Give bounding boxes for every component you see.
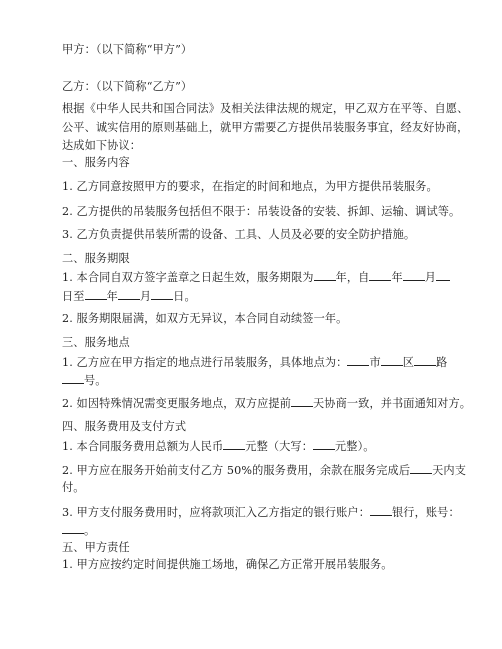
text: 天内支 bbox=[432, 464, 466, 477]
blank-start-month[interactable] bbox=[403, 270, 425, 281]
preamble-line-3: 达成如下协议： bbox=[62, 139, 142, 152]
section-4-item-3-line-2 bbox=[62, 523, 95, 538]
section-1-item-2: 2. 乙方提供的吊装服务包括但不限于：吊装设备的安装、拆卸、运输、调试等。 bbox=[62, 205, 461, 218]
section-5-item-1: 1. 甲方应按约定时间提供施工场地，确保乙方正常开展吊装服务。 bbox=[62, 558, 393, 571]
section-4-item-2-line-2: 付。 bbox=[62, 481, 85, 494]
blank-number[interactable] bbox=[62, 373, 84, 384]
section-3-item-1-line-1 bbox=[62, 355, 447, 370]
section-1-item-1: 1. 乙方同意按照甲方的要求，在指定的时间和地点，为甲方提供吊装服务。 bbox=[62, 180, 438, 193]
text: 年 bbox=[106, 290, 118, 303]
text: 天协商一致，并书面通知对方。 bbox=[313, 397, 472, 410]
section-4-item-2-line-1 bbox=[62, 463, 466, 478]
text: 3. 甲方支付服务费用时，应将款项汇入乙方指定的银行账户： bbox=[62, 506, 371, 519]
blank-start-year[interactable] bbox=[369, 270, 391, 281]
blank-end-month[interactable] bbox=[118, 289, 140, 300]
blank-notice-days[interactable] bbox=[291, 396, 313, 407]
text: 年 bbox=[391, 271, 403, 284]
blank-end-year[interactable] bbox=[85, 289, 107, 300]
blank-balance-days[interactable] bbox=[410, 463, 432, 474]
preamble-line-2: 公平、诚实信用的原则基础上，就甲方需要乙方提供吊装服务事宜，经友好协商， bbox=[62, 121, 469, 134]
text: 元整）。 bbox=[335, 440, 375, 453]
section-3-item-2 bbox=[62, 396, 471, 411]
text: 日。 bbox=[173, 290, 196, 303]
text: 1. 本合同自双方签字盖章之日起生效，服务期限为 bbox=[62, 271, 314, 284]
section-4-heading: 四、服务费用及支付方式 bbox=[62, 420, 187, 433]
text: 月 bbox=[139, 290, 152, 303]
party-a-line: 甲方：（以下简称“甲方”） bbox=[62, 43, 193, 56]
blank-district[interactable] bbox=[381, 355, 403, 366]
blank-start-day[interactable] bbox=[436, 270, 450, 281]
text: 2. 如因特殊情况需变更服务地点，双方应提前 bbox=[62, 397, 291, 410]
section-2-item-1-line-1 bbox=[62, 270, 450, 285]
blank-end-day[interactable] bbox=[151, 289, 173, 300]
blank-bank[interactable] bbox=[370, 505, 392, 516]
text: 号。 bbox=[84, 374, 107, 387]
text: 元整（大写： bbox=[245, 440, 314, 453]
blank-years[interactable] bbox=[314, 270, 336, 281]
section-3-item-1-line-2 bbox=[62, 373, 107, 388]
text: 市 bbox=[369, 356, 381, 369]
section-2-item-1-line-2 bbox=[62, 289, 196, 304]
text: 区 bbox=[402, 356, 415, 369]
text: 1. 本合同服务费用总额为人民币 bbox=[62, 440, 224, 453]
text: 。 bbox=[84, 524, 96, 537]
section-2-item-2: 2. 服务期限届满，如双方无异议，本合同自动续签一年。 bbox=[62, 312, 348, 325]
blank-amount-words[interactable] bbox=[313, 439, 335, 450]
text: 年，自 bbox=[335, 271, 370, 284]
blank-road[interactable] bbox=[414, 355, 436, 366]
preamble-line-1: 根据《中华人民共和国合同法》及相关法律法规的规定，甲乙双方在平等、自愿、 bbox=[62, 102, 469, 115]
section-4-item-1 bbox=[62, 439, 375, 454]
section-5-heading: 五、甲方责任 bbox=[62, 541, 130, 554]
text: 2. 甲方应在服务开始前支付乙方 50%的服务费用，余款在服务完成后 bbox=[62, 464, 411, 477]
section-1-heading: 一、服务内容 bbox=[62, 156, 130, 169]
section-1-item-3: 3. 乙方负责提供吊装所需的设备、工具、人员及必要的安全防护措施。 bbox=[62, 228, 416, 241]
blank-account[interactable] bbox=[62, 523, 84, 534]
blank-amount[interactable] bbox=[223, 439, 245, 450]
section-4-item-3-line-1 bbox=[62, 505, 460, 520]
section-2-heading: 二、服务期限 bbox=[62, 252, 130, 265]
text: 月 bbox=[424, 271, 437, 284]
text: 银行，账号： bbox=[392, 506, 460, 519]
party-b-line: 乙方：（以下简称“乙方”） bbox=[62, 80, 193, 93]
text: 路 bbox=[436, 356, 448, 369]
text: 日至 bbox=[62, 290, 85, 303]
blank-city[interactable] bbox=[347, 355, 369, 366]
section-3-heading: 三、服务地点 bbox=[62, 336, 130, 349]
text: 1. 乙方应在甲方指定的地点进行吊装服务，具体地点为： bbox=[62, 356, 348, 369]
